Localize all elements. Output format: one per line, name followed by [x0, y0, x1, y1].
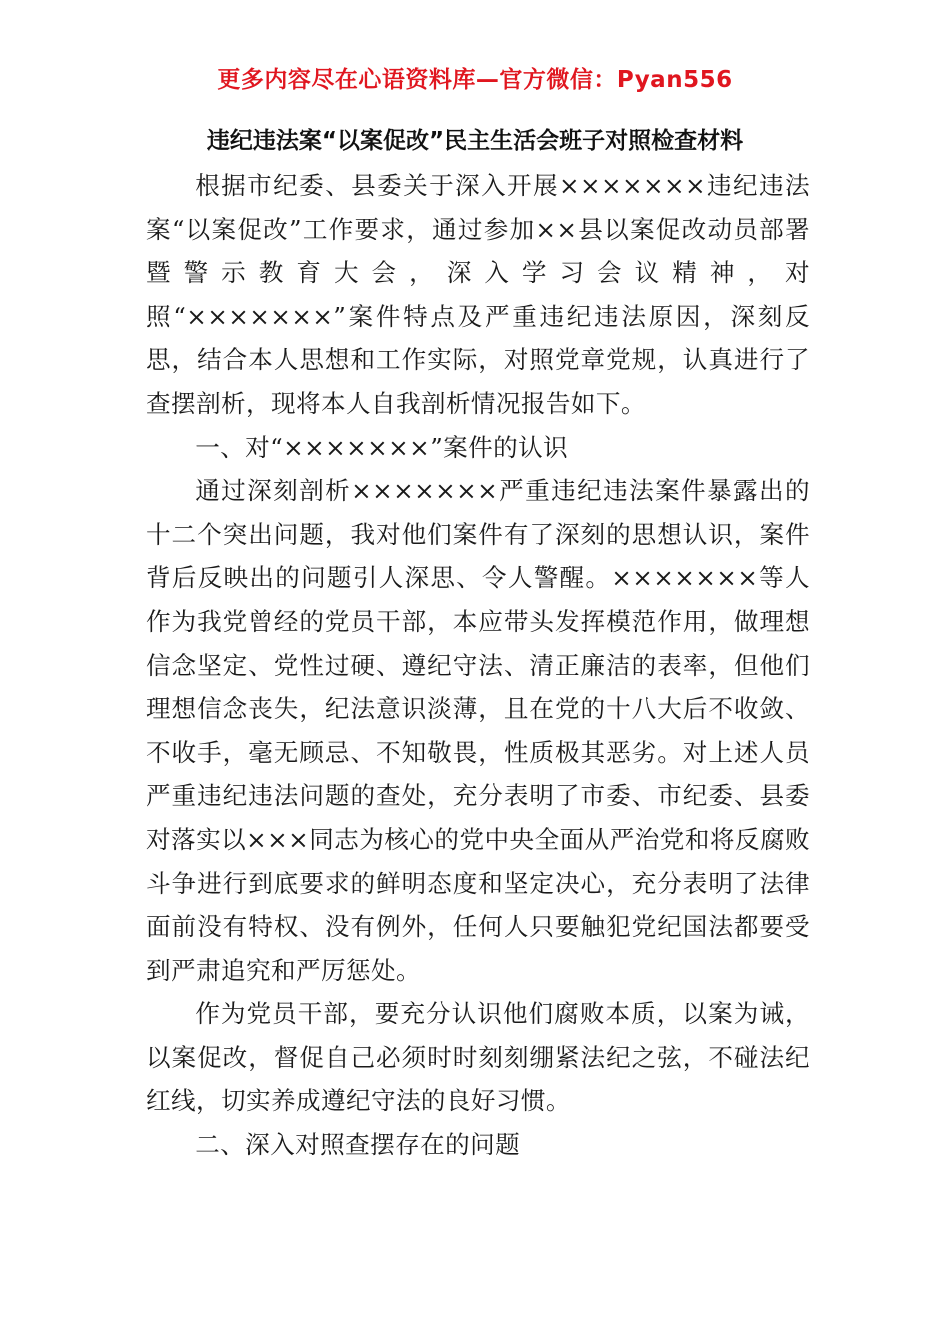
document-title: 违纪违法案“以案促改”民主生活会班子对照检查材料 [206, 128, 744, 154]
analysis-paragraph: 通过深刻剖析×××××××严重违纪违法案件暴露出的十二个突出问题，我对他们案件有了深刻的思想认识，案件背后反映出的问题引人深思、令人警醒。×××××××等人作为我党曾经的党员干部，本应带头发挥模范作用，做理想信念坚定、党性过硬、遵纪守法、清正廉洁的表率，但他们理想信念丧失，纪法意识淡薄，且在党的十八大后不收敛、不收手，毫无顾忌、不知敬畏，性质极其恶劣。对上述人员严重违纪违法问题的查处，充分表明了市委、市纪委、县委对落实以×××同志为核心的党中央全面从严治党和将反腐败斗争进行到底要求的鲜明态度和坚定决心，充分表明了法律面前没有特权、没有例外，任何人只要触犯党纪国法都要受到严肃追究和严厉惩处。 [146, 476, 810, 985]
reflection-paragraph: 作为党员干部，要充分认识他们腐败本质，以案为诫，以案促改，督促自己必须时时刻刻绷紧法纪之弦，不碰法纪红线，切实养成遵纪守法的良好习惯。 [146, 999, 810, 1116]
section-heading-2: 二、深入对照查摆存在的问题 [195, 1130, 521, 1160]
intro-paragraph: 根据市纪委、县委关于深入开展×××××××违纪违法案“以案促改”工作要求，通过参加××县以案促改动员部署暨警示教育大会，深入学习会议精神，对照“×××××××”案件特点及严重违纪违法原因，深刻反思，结合本人思想和工作实际，对照党章党规，认真进行了查摆剖析，现将本人自我剖析情况报告如下。 [146, 171, 810, 418]
promo-banner: 更多内容尽在心语资料库—官方微信：Pyan556 [217, 67, 733, 93]
document-body [146, 164, 810, 1167]
section-heading-1: 一、对“×××××××”案件的认识 [195, 432, 569, 462]
